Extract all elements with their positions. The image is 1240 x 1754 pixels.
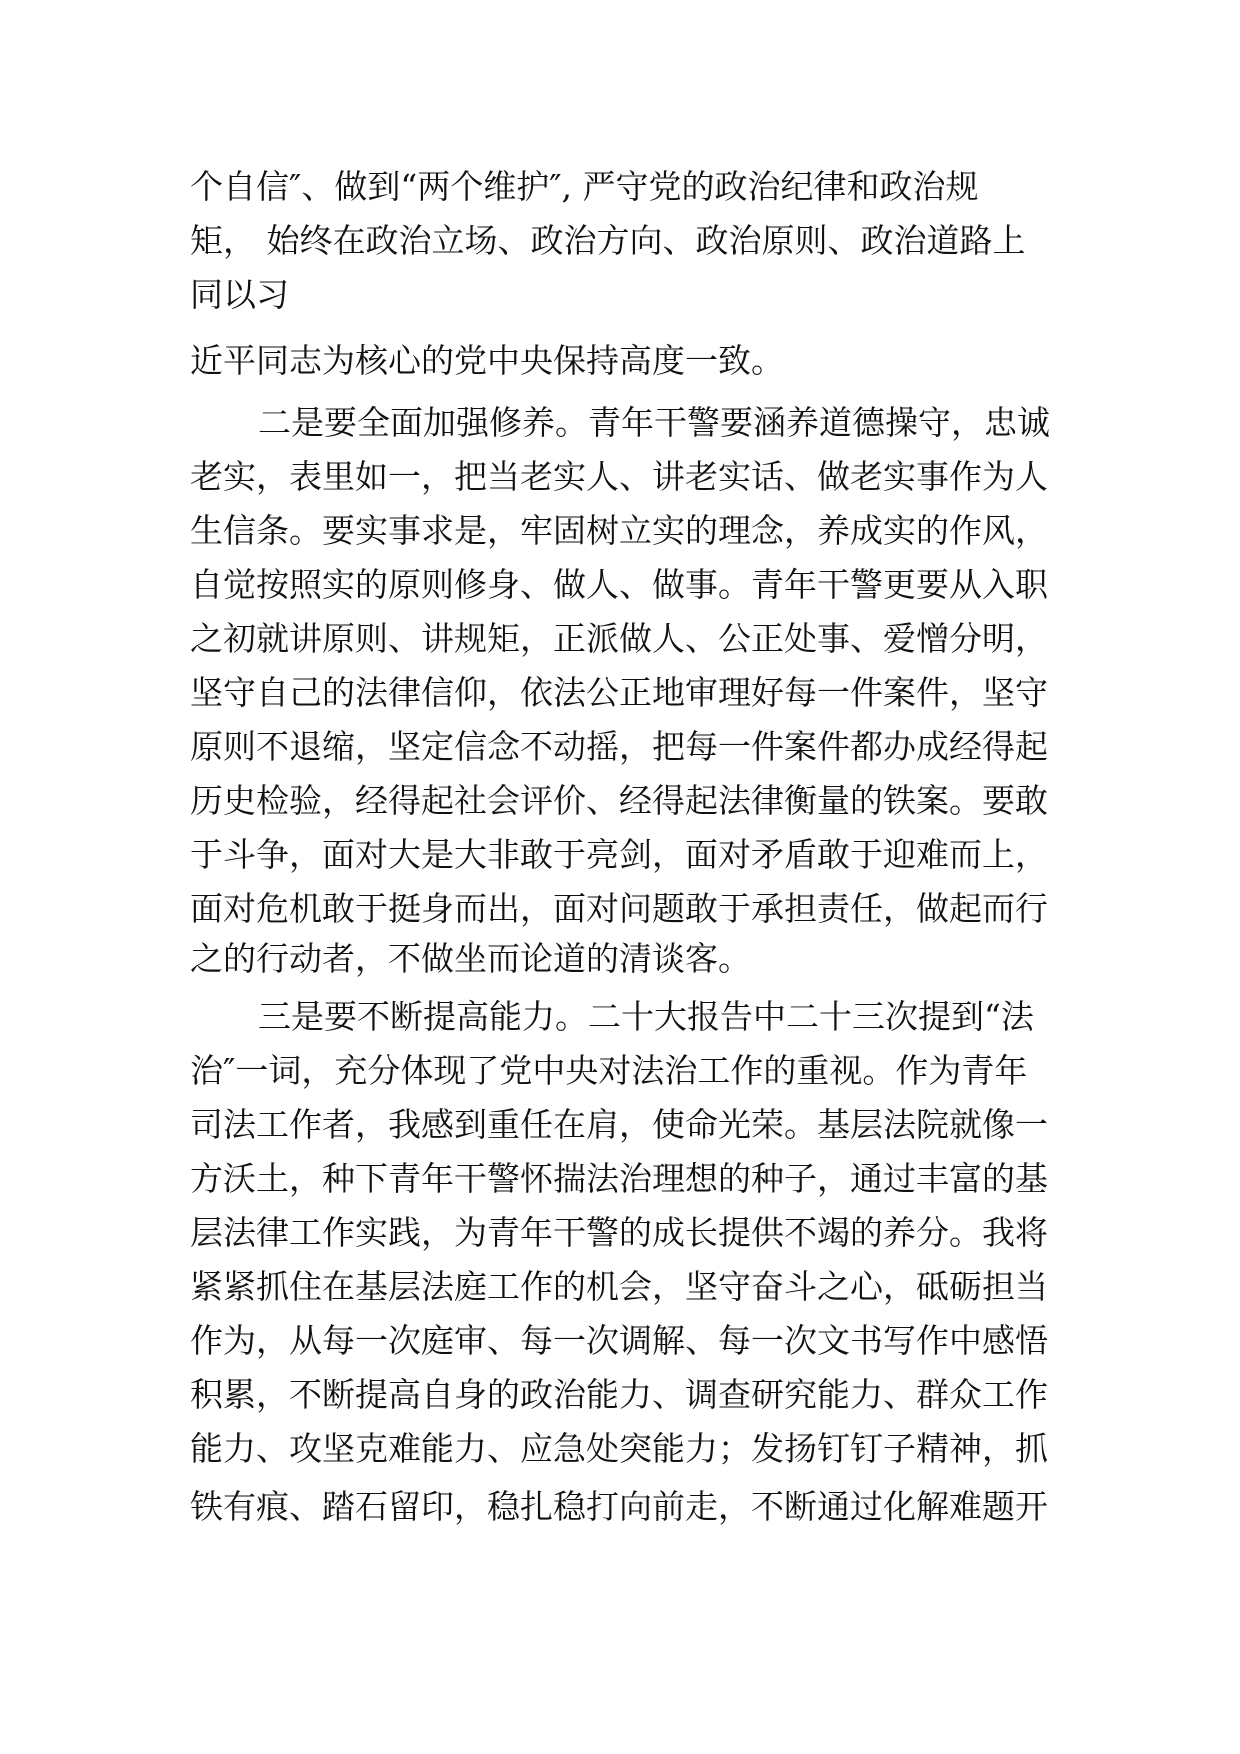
text-line: 原则不退缩，坚定信念不动摇，把每一件案件都办成经得起 — [190, 727, 1048, 766]
text-line: 能力、攻坚克难能力、应急处突能力；发扬钉钉子精神，抓 — [190, 1429, 1048, 1468]
text-line: 老实，表里如一，把当老实人、讲老实话、做老实事作为人 — [190, 457, 1048, 496]
text-line: 之的行动者，不做坐而论道的清谈客。 — [190, 939, 751, 978]
text-line: 坚守自己的法律信仰，依法公正地审理好每一件案件，坚守 — [190, 673, 1048, 712]
text-line: 近平同志为核心的党中央保持高度一致。 — [190, 341, 784, 380]
text-line: 紧紧抓住在基层法庭工作的机会，坚守奋斗之心，砥砺担当 — [190, 1267, 1048, 1306]
paragraph-continuation-block — [190, 160, 1070, 322]
paragraph-continuation-end — [190, 334, 1070, 388]
text-line: 方沃土，种下青年干警怀揣法治理想的种子，通过丰富的基 — [190, 1159, 1048, 1198]
text-line: 作为，从每一次庭审、每一次调解、每一次文书写作中感悟 — [190, 1321, 1048, 1360]
text-line: 历史检验，经得起社会评价、经得起法律衡量的铁案。要敢 — [190, 781, 1048, 820]
text-line: 积累，不断提高自身的政治能力、调查研究能力、群众工作 — [190, 1375, 1048, 1414]
paragraph-ability-continued — [190, 1480, 1070, 1534]
paragraph-self-cultivation-end — [190, 932, 1070, 986]
text-line-first: 二是要全面加强修养。青年干警要涵养道德操守，忠诚 — [258, 403, 1050, 442]
text-line: 矩， 始终在政治立场、政治方向、政治原则、政治道路上 — [190, 221, 1026, 260]
text-line: 面对危机敢于挺身而出，面对问题敢于承担责任，做起而行 — [190, 889, 1048, 928]
text-line: 层法律工作实践，为青年干警的成长提供不竭的养分。我将 — [190, 1213, 1048, 1252]
text-line-first: 三是要不断提高能力。二十大报告中二十三次提到“法 — [258, 997, 1034, 1036]
paragraph-ability — [190, 990, 1070, 1476]
text-line: 个自信″、做到“两个维护″, 严守党的政治纪律和政治规 — [190, 167, 979, 206]
text-line: 司法工作者，我感到重任在肩，使命光荣。基层法院就像一 — [190, 1105, 1048, 1144]
text-line: 同以习 — [190, 275, 289, 314]
text-line: 治″一词，充分体现了党中央对法治工作的重视。作为青年 — [190, 1051, 1028, 1090]
text-line: 于斗争，面对大是大非敢于亮剑，面对矛盾敢于迎难而上， — [190, 835, 1048, 874]
text-line: 之初就讲原则、讲规矩，正派做人、公正处事、爱憎分明， — [190, 619, 1048, 658]
text-line: 铁有痕、踏石留印，稳扎稳打向前走，不断通过化解难题开 — [190, 1487, 1048, 1526]
text-line: 自觉按照实的原则修身、做人、做事。青年干警更要从入职 — [190, 565, 1048, 604]
text-line: 生信条。要实事求是，牢固树立实的理念，养成实的作风， — [190, 511, 1048, 550]
paragraph-self-cultivation — [190, 396, 1070, 936]
